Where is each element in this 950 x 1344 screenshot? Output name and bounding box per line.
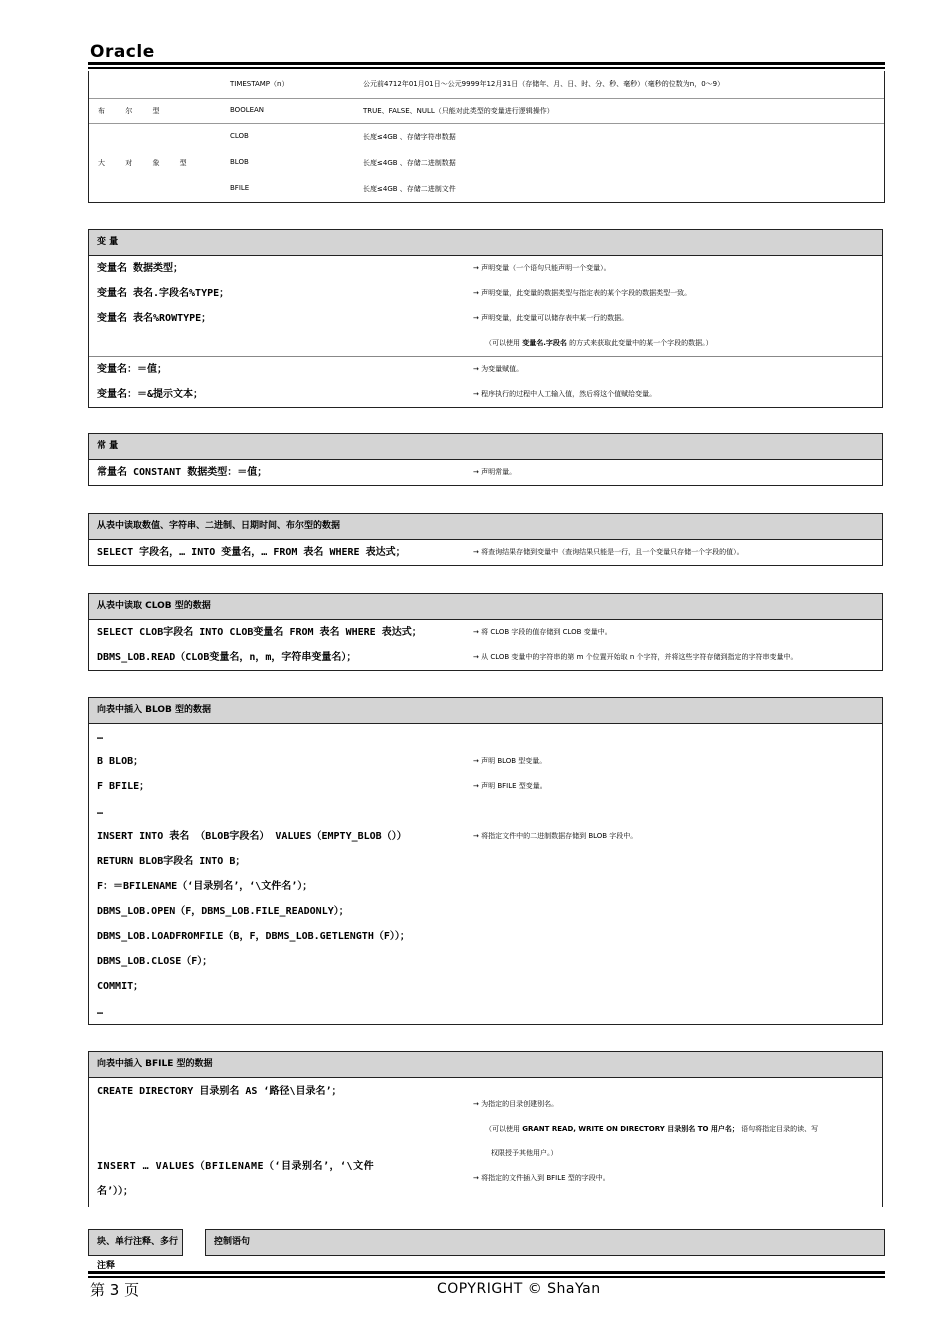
note-text: 语句将指定目录的读、写 xyxy=(738,1125,819,1133)
code-note: → 声明变量，此变量可以储存表中某一行的数据。 xyxy=(473,314,629,322)
code-line: DBMS_LOB.READ（CLOB变量名，n，m，字符串变量名）； xyxy=(97,652,357,663)
section-variables xyxy=(88,229,883,408)
type-name: BOOLEAN xyxy=(230,106,265,114)
list-item xyxy=(89,382,882,407)
code-note: → 声明变量，此变量的数据类型与指定表的某个字段的数据类型一致。 xyxy=(473,289,692,297)
section-control-header: 控制语句 xyxy=(205,1229,885,1256)
code-line: 名’））； xyxy=(97,1186,134,1197)
list-item xyxy=(89,999,882,1024)
list-item xyxy=(89,774,882,799)
note-text: （可以使用 xyxy=(485,1125,523,1133)
type-desc: 长度≤4GB 、存储二进制文件 xyxy=(363,185,456,193)
type-name: BLOB xyxy=(230,158,249,166)
code-line: 变量名 表名.字段名%TYPE； xyxy=(97,288,230,299)
type-name: TIMESTAMP（n） xyxy=(230,80,289,88)
section-insert-bfile xyxy=(88,1051,883,1207)
header-rule-thick xyxy=(88,62,885,65)
list-item xyxy=(89,645,882,670)
code-line: DBMS_LOB.CLOSE（F）； xyxy=(97,956,213,967)
list-item xyxy=(89,749,882,774)
code-note: → 将查询结果存储到变量中（查询结果只能是一行，且一个变量只存储一个字段的值）。 xyxy=(473,548,744,556)
code-line: SELECT 字段名，… INTO 变量名，… FROM 表名 WHERE 表达式； xyxy=(97,547,406,558)
footer-rule-thin xyxy=(88,1276,885,1278)
page-number: 第 3 页 xyxy=(90,1281,140,1299)
code-note xyxy=(485,331,713,356)
section-title: 常 量 xyxy=(89,434,882,460)
type-desc: 公元前4712年01月01日～公元9999年12月31日（存储年、月、日、时、分、秒、毫秒）（毫秒的位数为n，0～9） xyxy=(363,80,725,88)
code-note: → 将指定文件中的二进制数据存储到 BLOB 字段中。 xyxy=(473,832,638,840)
code-note: 权限授予其他用户。） xyxy=(491,1149,558,1157)
code-note: → 程序执行的过程中人工输入值，然后将这个值赋给变量。 xyxy=(473,390,657,398)
code-line: COMMIT； xyxy=(97,981,144,992)
section-read-scalar xyxy=(88,513,883,566)
code-line: 变量名 数据类型； xyxy=(97,263,184,274)
list-item xyxy=(89,281,882,306)
list-item xyxy=(89,331,882,356)
type-desc: 长度≤4GB 、存储字符串数据 xyxy=(363,133,456,141)
code-line: … xyxy=(97,731,104,742)
type-desc: 长度≤4GB 、存储二进制数据 xyxy=(363,159,456,167)
code-note: → 声明常量。 xyxy=(473,468,517,476)
note-text: （可以使用 xyxy=(485,339,523,347)
section-constants xyxy=(88,433,883,486)
code-line: F：＝BFILENAME（‘目录别名’，‘\文件名’）； xyxy=(97,881,313,892)
code-line: 常量名 CONSTANT 数据类型：＝值； xyxy=(97,467,268,478)
list-item xyxy=(89,949,882,974)
page-header-title: Oracle xyxy=(90,42,155,62)
list-item xyxy=(89,899,882,924)
code-line: INSERT … VALUES（BFILENAME（‘目录别名’，‘\文件 xyxy=(97,1161,375,1172)
code-line: 变量名 表名%ROWTYPE； xyxy=(97,313,212,324)
table-divider xyxy=(89,123,884,124)
list-item xyxy=(89,824,882,849)
code-note: → 为变量赋值。 xyxy=(473,365,524,373)
code-line: 变量名：＝值； xyxy=(97,364,167,375)
section-comments-header: 块、单行注释、多行注释 xyxy=(88,1229,183,1256)
code-line: B BLOB； xyxy=(97,756,144,767)
code-note: → 声明 BLOB 型变量。 xyxy=(473,757,547,765)
code-note xyxy=(485,1124,818,1134)
code-note: → 将指定的文件插入到 BFILE 型的字段中。 xyxy=(473,1174,610,1182)
code-note: → 为指定的目录创建别名。 xyxy=(473,1100,559,1108)
section-read-clob xyxy=(88,593,883,671)
type-name: BFILE xyxy=(230,184,250,192)
code-line: RETURN BLOB字段名 INTO B； xyxy=(97,856,246,867)
header-rule-thin xyxy=(88,67,885,69)
code-line: 变量名：＝&提示文本； xyxy=(97,389,204,400)
note-text: 的方式来获取此变量中的某一个字段的数据。） xyxy=(566,339,713,347)
code-note: → 声明变量（一个语句只能声明一个变量）。 xyxy=(473,264,611,272)
type-category: 布 尔 型 xyxy=(98,107,169,115)
copyright: COPYRIGHT © ShaYan xyxy=(437,1281,601,1297)
code-line: … xyxy=(97,806,104,817)
list-item xyxy=(89,306,882,331)
list-item xyxy=(89,874,882,899)
code-note: → 声明 BFILE 型变量。 xyxy=(473,782,547,790)
code-line: F BFILE； xyxy=(97,781,150,792)
code-line: INSERT INTO 表名 （BLOB字段名） VALUES（EMPTY_BLOB（）） xyxy=(97,831,407,842)
footer-rule-thick xyxy=(88,1271,885,1274)
list-item xyxy=(89,974,882,999)
list-item xyxy=(89,356,882,382)
code-line: … xyxy=(97,1006,104,1017)
section-title: 从表中读取数值、字符串、二进制、日期时间、布尔型的数据 xyxy=(89,514,882,540)
list-item xyxy=(89,924,882,949)
list-item xyxy=(89,620,882,645)
type-category: 大 对 象 型 xyxy=(98,159,196,167)
list-item xyxy=(89,849,882,874)
code-line: DBMS_LOB.LOADFROMFILE（B，F，DBMS_LOB.GETLENGTH（F））； xyxy=(97,931,410,942)
list-item xyxy=(89,460,882,485)
section-title: 变 量 xyxy=(89,230,882,256)
section-title: 从表中读取 CLOB 型的数据 xyxy=(89,594,882,620)
list-item xyxy=(89,540,882,565)
type-desc: TRUE、FALSE、NULL（只能对此类型的变量进行逻辑操作） xyxy=(363,107,554,115)
code-note: → 将 CLOB 字段的值存储到 CLOB 变量中。 xyxy=(473,628,612,636)
code-line: CREATE DIRECTORY 目录别名 AS ‘路径\目录名’； xyxy=(97,1086,342,1097)
list-item xyxy=(89,256,882,281)
section-insert-blob xyxy=(88,697,883,1025)
note-emphasis: 变量名.字段名 xyxy=(522,339,567,347)
note-emphasis: GRANT READ, WRITE ON DIRECTORY 目录别名 TO 用户名； xyxy=(522,1125,739,1133)
code-line: SELECT CLOB字段名 INTO CLOB变量名 FROM 表名 WHERE 表达式； xyxy=(97,627,422,638)
code-line: DBMS_LOB.OPEN（F，DBMS_LOB.FILE_READONLY）； xyxy=(97,906,349,917)
list-item xyxy=(89,724,882,749)
code-note: → 从 CLOB 变量中的字符串的第 m 个位置开始取 n 个字符，并将这些字符存储到指定的字符串变量中。 xyxy=(473,653,798,661)
table-divider xyxy=(89,98,884,99)
section-title: 向表中插入 BLOB 型的数据 xyxy=(89,698,882,724)
list-item xyxy=(89,799,882,824)
data-type-table xyxy=(88,71,885,203)
section-title: 向表中插入 BFILE 型的数据 xyxy=(89,1052,882,1078)
type-name: CLOB xyxy=(230,132,249,140)
